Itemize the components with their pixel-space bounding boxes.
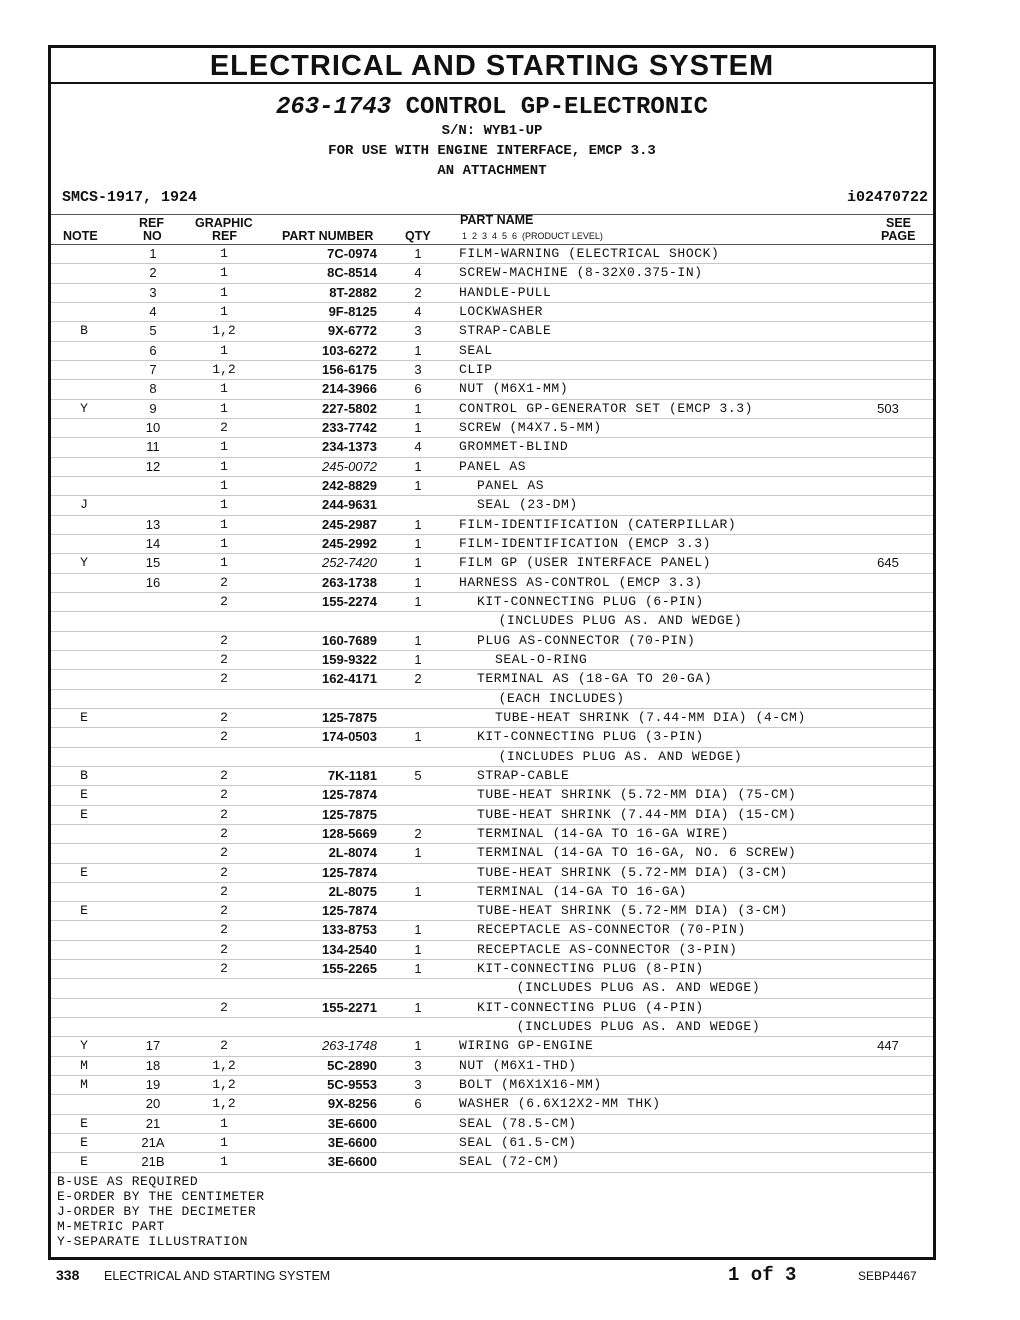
part-number-cell: 8T-2882 bbox=[329, 284, 377, 300]
part-name-cell: KIT-CONNECTING PLUG (6-PIN) bbox=[477, 593, 704, 609]
graphic-ref-cell: 2 bbox=[220, 941, 228, 957]
ref-no-cell: 18 bbox=[145, 1057, 161, 1073]
part-name-cell: PANEL AS bbox=[477, 477, 545, 493]
group-header bbox=[51, 84, 933, 215]
ref-no-cell: 15 bbox=[145, 555, 161, 571]
see-page-cell: 503 bbox=[877, 400, 899, 416]
table-row bbox=[51, 1018, 933, 1037]
part-number-cell: 125-7875 bbox=[322, 709, 377, 725]
qty-cell: 1 bbox=[414, 883, 422, 899]
ref-no-cell: 13 bbox=[145, 516, 161, 532]
part-number-cell: 133-8753 bbox=[322, 922, 377, 938]
table-row bbox=[51, 979, 933, 998]
table-row bbox=[51, 921, 933, 940]
col-ref-bottom: NO bbox=[143, 229, 162, 243]
part-name-cell: TUBE-HEAT SHRINK (5.72-MM DIA) (3-CM) bbox=[477, 864, 788, 880]
graphic-ref-cell: 1 bbox=[220, 497, 228, 513]
qty-cell: 2 bbox=[414, 671, 422, 687]
qty-cell: 6 bbox=[414, 1096, 422, 1112]
graphic-ref-cell: 2 bbox=[220, 709, 228, 725]
part-name-cell: TERMINAL (14-GA TO 16-GA WIRE) bbox=[477, 825, 730, 841]
note-legend-item: B-USE AS REQUIRED bbox=[57, 1173, 199, 1189]
part-number-cell: 263-1748 bbox=[322, 1038, 377, 1054]
part-name-cell: PLUG AS-CONNECTOR (70-PIN) bbox=[477, 632, 696, 648]
qty-cell: 1 bbox=[414, 961, 422, 977]
qty-cell: 1 bbox=[414, 593, 422, 609]
part-name-cell: BOLT (M6X1X16-MM) bbox=[459, 1077, 602, 1093]
table-row bbox=[51, 670, 933, 689]
part-name-cell: KIT-CONNECTING PLUG (8-PIN) bbox=[477, 961, 704, 977]
ref-no-cell: 20 bbox=[145, 1096, 161, 1112]
graphic-ref-cell: 1 bbox=[220, 535, 228, 551]
table-row bbox=[51, 496, 933, 515]
part-name-cell: TERMINAL (14-GA TO 16-GA, NO. 6 SCREW) bbox=[477, 845, 797, 861]
note-cell: E bbox=[80, 709, 88, 725]
col-part-name: PART NAME bbox=[460, 213, 534, 227]
table-row bbox=[51, 690, 933, 709]
table-row bbox=[51, 883, 933, 902]
part-number-cell: 234-1373 bbox=[322, 439, 377, 455]
graphic-ref-cell: 1 bbox=[220, 284, 228, 300]
part-name-cell: FILM-IDENTIFICATION (CATERPILLAR) bbox=[459, 516, 737, 532]
table-row bbox=[51, 612, 933, 631]
note-cell: B bbox=[80, 323, 88, 339]
ref-no-cell: 14 bbox=[145, 535, 161, 551]
table-row bbox=[51, 438, 933, 457]
table-row bbox=[51, 1095, 933, 1114]
graphic-ref-cell: 1 bbox=[220, 1135, 228, 1151]
table-row bbox=[51, 322, 933, 341]
table-row bbox=[51, 767, 933, 786]
qty-cell: 5 bbox=[414, 767, 422, 783]
table-row bbox=[51, 361, 933, 380]
table-row bbox=[51, 342, 933, 361]
part-name-cell: KIT-CONNECTING PLUG (3-PIN) bbox=[477, 729, 704, 745]
part-number-cell: 245-0072 bbox=[322, 458, 377, 474]
part-number-cell: 125-7875 bbox=[322, 806, 377, 822]
part-number-cell: 174-0503 bbox=[322, 729, 377, 745]
note-legend-item: M-METRIC PART bbox=[57, 1218, 165, 1234]
qty-cell: 1 bbox=[414, 922, 422, 938]
ref-no-cell: 9 bbox=[149, 400, 157, 416]
note-cell: E bbox=[80, 806, 88, 822]
qty-cell: 2 bbox=[414, 284, 422, 300]
graphic-ref-cell: 2 bbox=[220, 825, 228, 841]
col-ref-top: REF bbox=[139, 216, 164, 230]
note-cell: J bbox=[80, 497, 88, 513]
part-name-cell: TUBE-HEAT SHRINK (7.44-MM DIA) (4-CM) bbox=[495, 709, 806, 725]
col-graphic-bottom: REF bbox=[212, 229, 237, 243]
use-with-note: FOR USE WITH ENGINE INTERFACE, EMCP 3.3 bbox=[328, 143, 656, 159]
part-name-cell: SEAL (61.5-CM) bbox=[459, 1135, 577, 1151]
graphic-ref-cell: 1 bbox=[220, 458, 228, 474]
table-row bbox=[51, 632, 933, 651]
part-name-cell: GROMMET-BLIND bbox=[459, 439, 569, 455]
ref-no-cell: 16 bbox=[145, 574, 161, 590]
ref-no-cell: 8 bbox=[149, 381, 157, 397]
footer-section: ELECTRICAL AND STARTING SYSTEM bbox=[104, 1269, 331, 1283]
part-name-cell: RECEPTACLE AS-CONNECTOR (3-PIN) bbox=[477, 941, 738, 957]
note-cell: E bbox=[80, 1154, 88, 1170]
part-number-cell: 156-6175 bbox=[322, 361, 377, 377]
part-name-cell: NUT (M6X1-MM) bbox=[459, 381, 569, 397]
part-number-cell: 159-9322 bbox=[322, 651, 377, 667]
ref-no-cell: 1 bbox=[149, 246, 157, 261]
part-number-cell: 9X-6772 bbox=[327, 323, 377, 339]
part-name-cell: SCREW (M4X7.5-MM) bbox=[459, 419, 602, 435]
table-row bbox=[51, 554, 933, 573]
qty-cell: 1 bbox=[414, 458, 422, 474]
ref-no-cell: 21A bbox=[141, 1135, 165, 1151]
graphic-ref-cell: 2 bbox=[220, 419, 228, 435]
part-name-cell: SEAL (23-DM) bbox=[477, 497, 578, 513]
table-row bbox=[51, 516, 933, 535]
part-number-cell: 5C-2890 bbox=[327, 1057, 377, 1073]
col-graphic-top: GRAPHIC bbox=[195, 216, 253, 230]
part-name-cell: TUBE-HEAT SHRINK (5.72-MM DIA) (75-CM) bbox=[477, 787, 797, 803]
qty-cell: 1 bbox=[414, 999, 422, 1015]
part-number-cell: 162-4171 bbox=[322, 671, 377, 687]
qty-cell: 3 bbox=[414, 1077, 422, 1093]
graphic-ref-cell: 2 bbox=[220, 593, 228, 609]
qty-cell: 1 bbox=[414, 845, 422, 861]
note-cell: E bbox=[80, 1115, 88, 1131]
page-of: 1 of 3 bbox=[728, 1264, 797, 1286]
qty-cell: 1 bbox=[414, 535, 422, 551]
graphic-ref-cell: 1 bbox=[220, 439, 228, 455]
graphic-ref-cell: 2 bbox=[220, 1038, 228, 1054]
document-id: SEBP4467 bbox=[858, 1269, 917, 1283]
graphic-ref-cell: 2 bbox=[220, 806, 228, 822]
part-name-cell: LOCKWASHER bbox=[459, 303, 544, 319]
table-row bbox=[51, 941, 933, 960]
col-see-bottom: PAGE bbox=[881, 229, 916, 243]
part-name-cell: FILM-IDENTIFICATION (EMCP 3.3) bbox=[459, 535, 712, 551]
ref-no-cell: 19 bbox=[145, 1077, 161, 1093]
ref-no-cell: 17 bbox=[145, 1038, 161, 1054]
qty-cell: 4 bbox=[414, 303, 422, 319]
note-legend-item: E-ORDER BY THE CENTIMETER bbox=[57, 1188, 265, 1204]
part-number-cell: 125-7874 bbox=[322, 787, 377, 803]
table-row bbox=[51, 748, 933, 767]
part-name-cell: SEAL-O-RING bbox=[495, 651, 588, 667]
graphic-ref-cell: 2 bbox=[220, 574, 228, 590]
qty-cell: 1 bbox=[414, 729, 422, 745]
table-row bbox=[51, 902, 933, 921]
part-number-cell: 155-2274 bbox=[322, 593, 377, 609]
table-row bbox=[51, 264, 933, 283]
graphic-ref-cell: 2 bbox=[220, 787, 228, 803]
table-row bbox=[51, 1057, 933, 1076]
graphic-ref-cell: 1,2 bbox=[212, 361, 236, 377]
qty-cell: 1 bbox=[414, 1038, 422, 1054]
part-name-cell: STRAP-CABLE bbox=[459, 323, 552, 339]
part-name-cell: RECEPTACLE AS-CONNECTOR (70-PIN) bbox=[477, 922, 746, 938]
graphic-ref-cell: 2 bbox=[220, 999, 228, 1015]
table-row bbox=[51, 574, 933, 593]
see-page-cell: 645 bbox=[877, 555, 899, 571]
part-name-cell: (INCLUDES PLUG AS. AND WEDGE) bbox=[516, 1019, 761, 1035]
qty-cell: 3 bbox=[414, 323, 422, 339]
group-number: 263-1743 bbox=[275, 94, 392, 121]
graphic-ref-cell: 1 bbox=[220, 555, 228, 571]
note-cell: Y bbox=[80, 400, 88, 416]
part-number-cell: 3E-6600 bbox=[327, 1154, 377, 1170]
graphic-ref-cell: 1,2 bbox=[212, 1077, 236, 1093]
qty-cell: 1 bbox=[414, 516, 422, 532]
part-number-cell: 2L-8075 bbox=[328, 883, 377, 899]
qty-cell: 4 bbox=[414, 265, 422, 281]
qty-cell: 1 bbox=[414, 477, 422, 493]
part-number-cell: 244-9631 bbox=[322, 497, 377, 513]
part-number-cell: 245-2992 bbox=[322, 535, 377, 551]
table-row bbox=[51, 786, 933, 805]
graphic-ref-cell: 1 bbox=[220, 246, 228, 261]
part-number-cell: 134-2540 bbox=[322, 941, 377, 957]
part-name-cell: CONTROL GP-GENERATOR SET (EMCP 3.3) bbox=[459, 400, 754, 416]
part-number-cell: 214-3966 bbox=[322, 381, 377, 397]
part-name-cell: SEAL (72-CM) bbox=[459, 1154, 560, 1170]
part-number-cell: 2L-8074 bbox=[328, 845, 377, 861]
table-row bbox=[51, 1037, 933, 1056]
graphic-ref-cell: 2 bbox=[220, 729, 228, 745]
graphic-ref-cell: 2 bbox=[220, 845, 228, 861]
table-row bbox=[51, 1134, 933, 1153]
ref-no-cell: 12 bbox=[145, 458, 161, 474]
part-name-cell: TUBE-HEAT SHRINK (7.44-MM DIA) (15-CM) bbox=[477, 806, 797, 822]
table-row bbox=[51, 400, 933, 419]
part-number-cell: 252-7420 bbox=[322, 555, 377, 571]
table-row bbox=[51, 535, 933, 554]
part-number-cell: 9F-8125 bbox=[328, 303, 377, 319]
graphic-ref-cell: 2 bbox=[220, 961, 228, 977]
graphic-ref-cell: 1 bbox=[220, 1115, 228, 1131]
table-row bbox=[51, 999, 933, 1018]
col-note: NOTE bbox=[63, 229, 98, 243]
part-number-cell: 263-1738 bbox=[322, 574, 377, 590]
table-row bbox=[51, 806, 933, 825]
part-number-cell: 103-6272 bbox=[322, 342, 377, 358]
note-cell: M bbox=[80, 1057, 88, 1073]
part-name-cell: FILM GP (USER INTERFACE PANEL) bbox=[459, 555, 712, 571]
qty-cell: 1 bbox=[414, 941, 422, 957]
part-name-cell: WASHER (6.6X12X2-MM THK) bbox=[459, 1096, 661, 1112]
qty-cell: 1 bbox=[414, 419, 422, 435]
qty-cell: 1 bbox=[414, 555, 422, 571]
col-see-top: SEE bbox=[886, 216, 912, 230]
table-row bbox=[51, 651, 933, 670]
table-row bbox=[51, 477, 933, 496]
page-number: 338 bbox=[56, 1267, 80, 1283]
ref-no-cell: 3 bbox=[149, 284, 157, 300]
graphic-ref-cell: 1,2 bbox=[212, 323, 236, 339]
part-name-cell: SEAL (78.5-CM) bbox=[459, 1115, 577, 1131]
graphic-ref-cell: 1 bbox=[220, 477, 228, 493]
table-row bbox=[51, 1076, 933, 1095]
part-number-cell: 233-7742 bbox=[322, 419, 377, 435]
graphic-ref-cell: 1 bbox=[220, 516, 228, 532]
part-number-cell: 155-2271 bbox=[322, 999, 377, 1015]
part-name-cell: WIRING GP-ENGINE bbox=[459, 1038, 594, 1054]
ref-no-cell: 6 bbox=[149, 342, 157, 358]
part-name-cell: TUBE-HEAT SHRINK (5.72-MM DIA) (3-CM) bbox=[477, 903, 788, 919]
graphic-ref-cell: 2 bbox=[220, 864, 228, 880]
part-number-cell: 3E-6600 bbox=[327, 1115, 377, 1131]
qty-cell: 1 bbox=[414, 342, 422, 358]
graphic-ref-cell: 2 bbox=[220, 922, 228, 938]
ref-no-cell: 11 bbox=[146, 439, 160, 455]
table-row bbox=[51, 284, 933, 303]
ref-no-cell: 5 bbox=[149, 323, 157, 339]
part-name-cell: FILM-WARNING (ELECTRICAL SHOCK) bbox=[459, 246, 720, 261]
graphic-ref-cell: 2 bbox=[220, 903, 228, 919]
table-row bbox=[51, 960, 933, 979]
graphic-ref-cell: 2 bbox=[220, 767, 228, 783]
part-number-cell: 8C-8514 bbox=[327, 265, 377, 281]
parts-list-frame bbox=[48, 45, 936, 1260]
graphic-ref-cell: 2 bbox=[220, 883, 228, 899]
section-title: ELECTRICAL AND STARTING SYSTEM bbox=[51, 48, 933, 84]
attachment-note: AN ATTACHMENT bbox=[437, 163, 547, 179]
part-name-cell: HANDLE-PULL bbox=[459, 284, 552, 300]
table-row bbox=[51, 864, 933, 883]
note-cell: E bbox=[80, 864, 88, 880]
part-name-cell: SCREW-MACHINE (8-32X0.375-IN) bbox=[459, 265, 703, 281]
part-number-cell: 7C-0974 bbox=[327, 246, 377, 261]
part-number-cell: 245-2987 bbox=[322, 516, 377, 532]
qty-cell: 1 bbox=[414, 651, 422, 667]
qty-cell: 1 bbox=[414, 246, 422, 261]
part-number-cell: 9X-8256 bbox=[327, 1096, 377, 1112]
qty-cell: 3 bbox=[414, 1057, 422, 1073]
note-cell: B bbox=[80, 767, 88, 783]
qty-cell: 1 bbox=[414, 632, 422, 648]
part-name-cell: TERMINAL AS (18-GA TO 20-GA) bbox=[477, 671, 713, 687]
note-cell: E bbox=[80, 903, 88, 919]
part-name-cell: STRAP-CABLE bbox=[477, 767, 570, 783]
graphic-ref-cell: 2 bbox=[220, 632, 228, 648]
page-footer bbox=[0, 1264, 1020, 1288]
column-headers bbox=[51, 215, 933, 245]
qty-cell: 1 bbox=[414, 574, 422, 590]
graphic-ref-cell: 1 bbox=[220, 1154, 228, 1170]
parts-table-body bbox=[51, 245, 933, 1173]
note-legend-item: J-ORDER BY THE DECIMETER bbox=[57, 1203, 257, 1219]
graphic-ref-cell: 1 bbox=[220, 381, 228, 397]
graphic-ref-cell: 1,2 bbox=[212, 1096, 236, 1112]
part-number-cell: 3E-6600 bbox=[327, 1135, 377, 1151]
graphic-ref-cell: 1,2 bbox=[212, 1057, 236, 1073]
ref-no-cell: 2 bbox=[149, 265, 157, 281]
table-row bbox=[51, 419, 933, 438]
part-name-cell: (INCLUDES PLUG AS. AND WEDGE) bbox=[516, 980, 761, 996]
graphic-ref-cell: 1 bbox=[220, 265, 228, 281]
part-number-cell: 155-2265 bbox=[322, 961, 377, 977]
note-legend-item: Y-SEPARATE ILLUSTRATION bbox=[57, 1233, 248, 1249]
part-number-cell: 160-7689 bbox=[322, 632, 377, 648]
note-cell: M bbox=[80, 1077, 88, 1093]
note-cell: E bbox=[80, 1135, 88, 1151]
graphic-ref-cell: 2 bbox=[220, 671, 228, 687]
part-number-cell: 242-8829 bbox=[322, 477, 377, 493]
notes-legend bbox=[51, 1173, 933, 1249]
graphic-ref-cell: 1 bbox=[220, 400, 228, 416]
qty-cell: 6 bbox=[414, 381, 422, 397]
part-name-cell: (EACH INCLUDES) bbox=[498, 690, 625, 706]
qty-cell: 3 bbox=[414, 361, 422, 377]
group-title bbox=[51, 94, 933, 121]
table-row bbox=[51, 593, 933, 612]
part-name-cell: HARNESS AS-CONTROL (EMCP 3.3) bbox=[459, 574, 703, 590]
table-row bbox=[51, 709, 933, 728]
part-name-cell: KIT-CONNECTING PLUG (4-PIN) bbox=[477, 999, 704, 1015]
ref-no-cell: 7 bbox=[149, 361, 157, 377]
table-row bbox=[51, 1153, 933, 1172]
qty-cell: 4 bbox=[414, 439, 422, 455]
qty-cell: 1 bbox=[414, 400, 422, 416]
col-product-level: 1 2 3 4 5 6 (PRODUCT LEVEL) bbox=[462, 231, 603, 241]
part-number-cell: 227-5802 bbox=[322, 400, 377, 416]
part-number-cell: 125-7874 bbox=[322, 903, 377, 919]
graphic-ref-cell: 1 bbox=[220, 342, 228, 358]
table-row bbox=[51, 1115, 933, 1134]
ref-no-cell: 4 bbox=[149, 303, 157, 319]
table-row bbox=[51, 458, 933, 477]
group-name: CONTROL GP-ELECTRONIC bbox=[405, 94, 709, 121]
part-number-cell: 128-5669 bbox=[322, 825, 377, 841]
graphic-ref-cell: 2 bbox=[220, 651, 228, 667]
part-name-cell: PANEL AS bbox=[459, 458, 527, 474]
part-number-cell: 5C-9553 bbox=[327, 1077, 377, 1093]
table-row bbox=[51, 825, 933, 844]
part-name-cell: SEAL bbox=[459, 342, 493, 358]
ref-no-cell: 10 bbox=[145, 419, 161, 435]
ref-no-cell: 21B bbox=[141, 1154, 165, 1170]
part-name-cell: CLIP bbox=[459, 361, 493, 377]
graphic-ref-cell: 1 bbox=[220, 303, 228, 319]
col-qty: QTY bbox=[405, 229, 431, 243]
part-name-cell: (INCLUDES PLUG AS. AND WEDGE) bbox=[498, 748, 743, 764]
part-name-cell: NUT (M6X1-THD) bbox=[459, 1057, 577, 1073]
part-name-cell: TERMINAL (14-GA TO 16-GA) bbox=[477, 883, 688, 899]
note-cell: E bbox=[80, 787, 88, 803]
part-name-cell: (INCLUDES PLUG AS. AND WEDGE) bbox=[498, 613, 743, 629]
table-row bbox=[51, 728, 933, 747]
see-page-cell: 447 bbox=[877, 1038, 899, 1054]
illustration-id: i02470722 bbox=[846, 189, 928, 206]
table-row bbox=[51, 303, 933, 322]
part-number-cell: 7K-1181 bbox=[327, 767, 377, 783]
note-cell: Y bbox=[80, 1038, 88, 1054]
part-number-cell: 125-7874 bbox=[322, 864, 377, 880]
qty-cell: 2 bbox=[414, 825, 422, 841]
note-cell: Y bbox=[80, 555, 88, 571]
ref-no-cell: 21 bbox=[145, 1115, 161, 1131]
col-part-number: PART NUMBER bbox=[282, 229, 374, 243]
table-row bbox=[51, 245, 933, 264]
smcs-codes: SMCS-1917, 1924 bbox=[62, 189, 198, 206]
table-row bbox=[51, 844, 933, 863]
table-row bbox=[51, 380, 933, 399]
serial-range: S/N: WYB1-UP bbox=[441, 123, 543, 139]
